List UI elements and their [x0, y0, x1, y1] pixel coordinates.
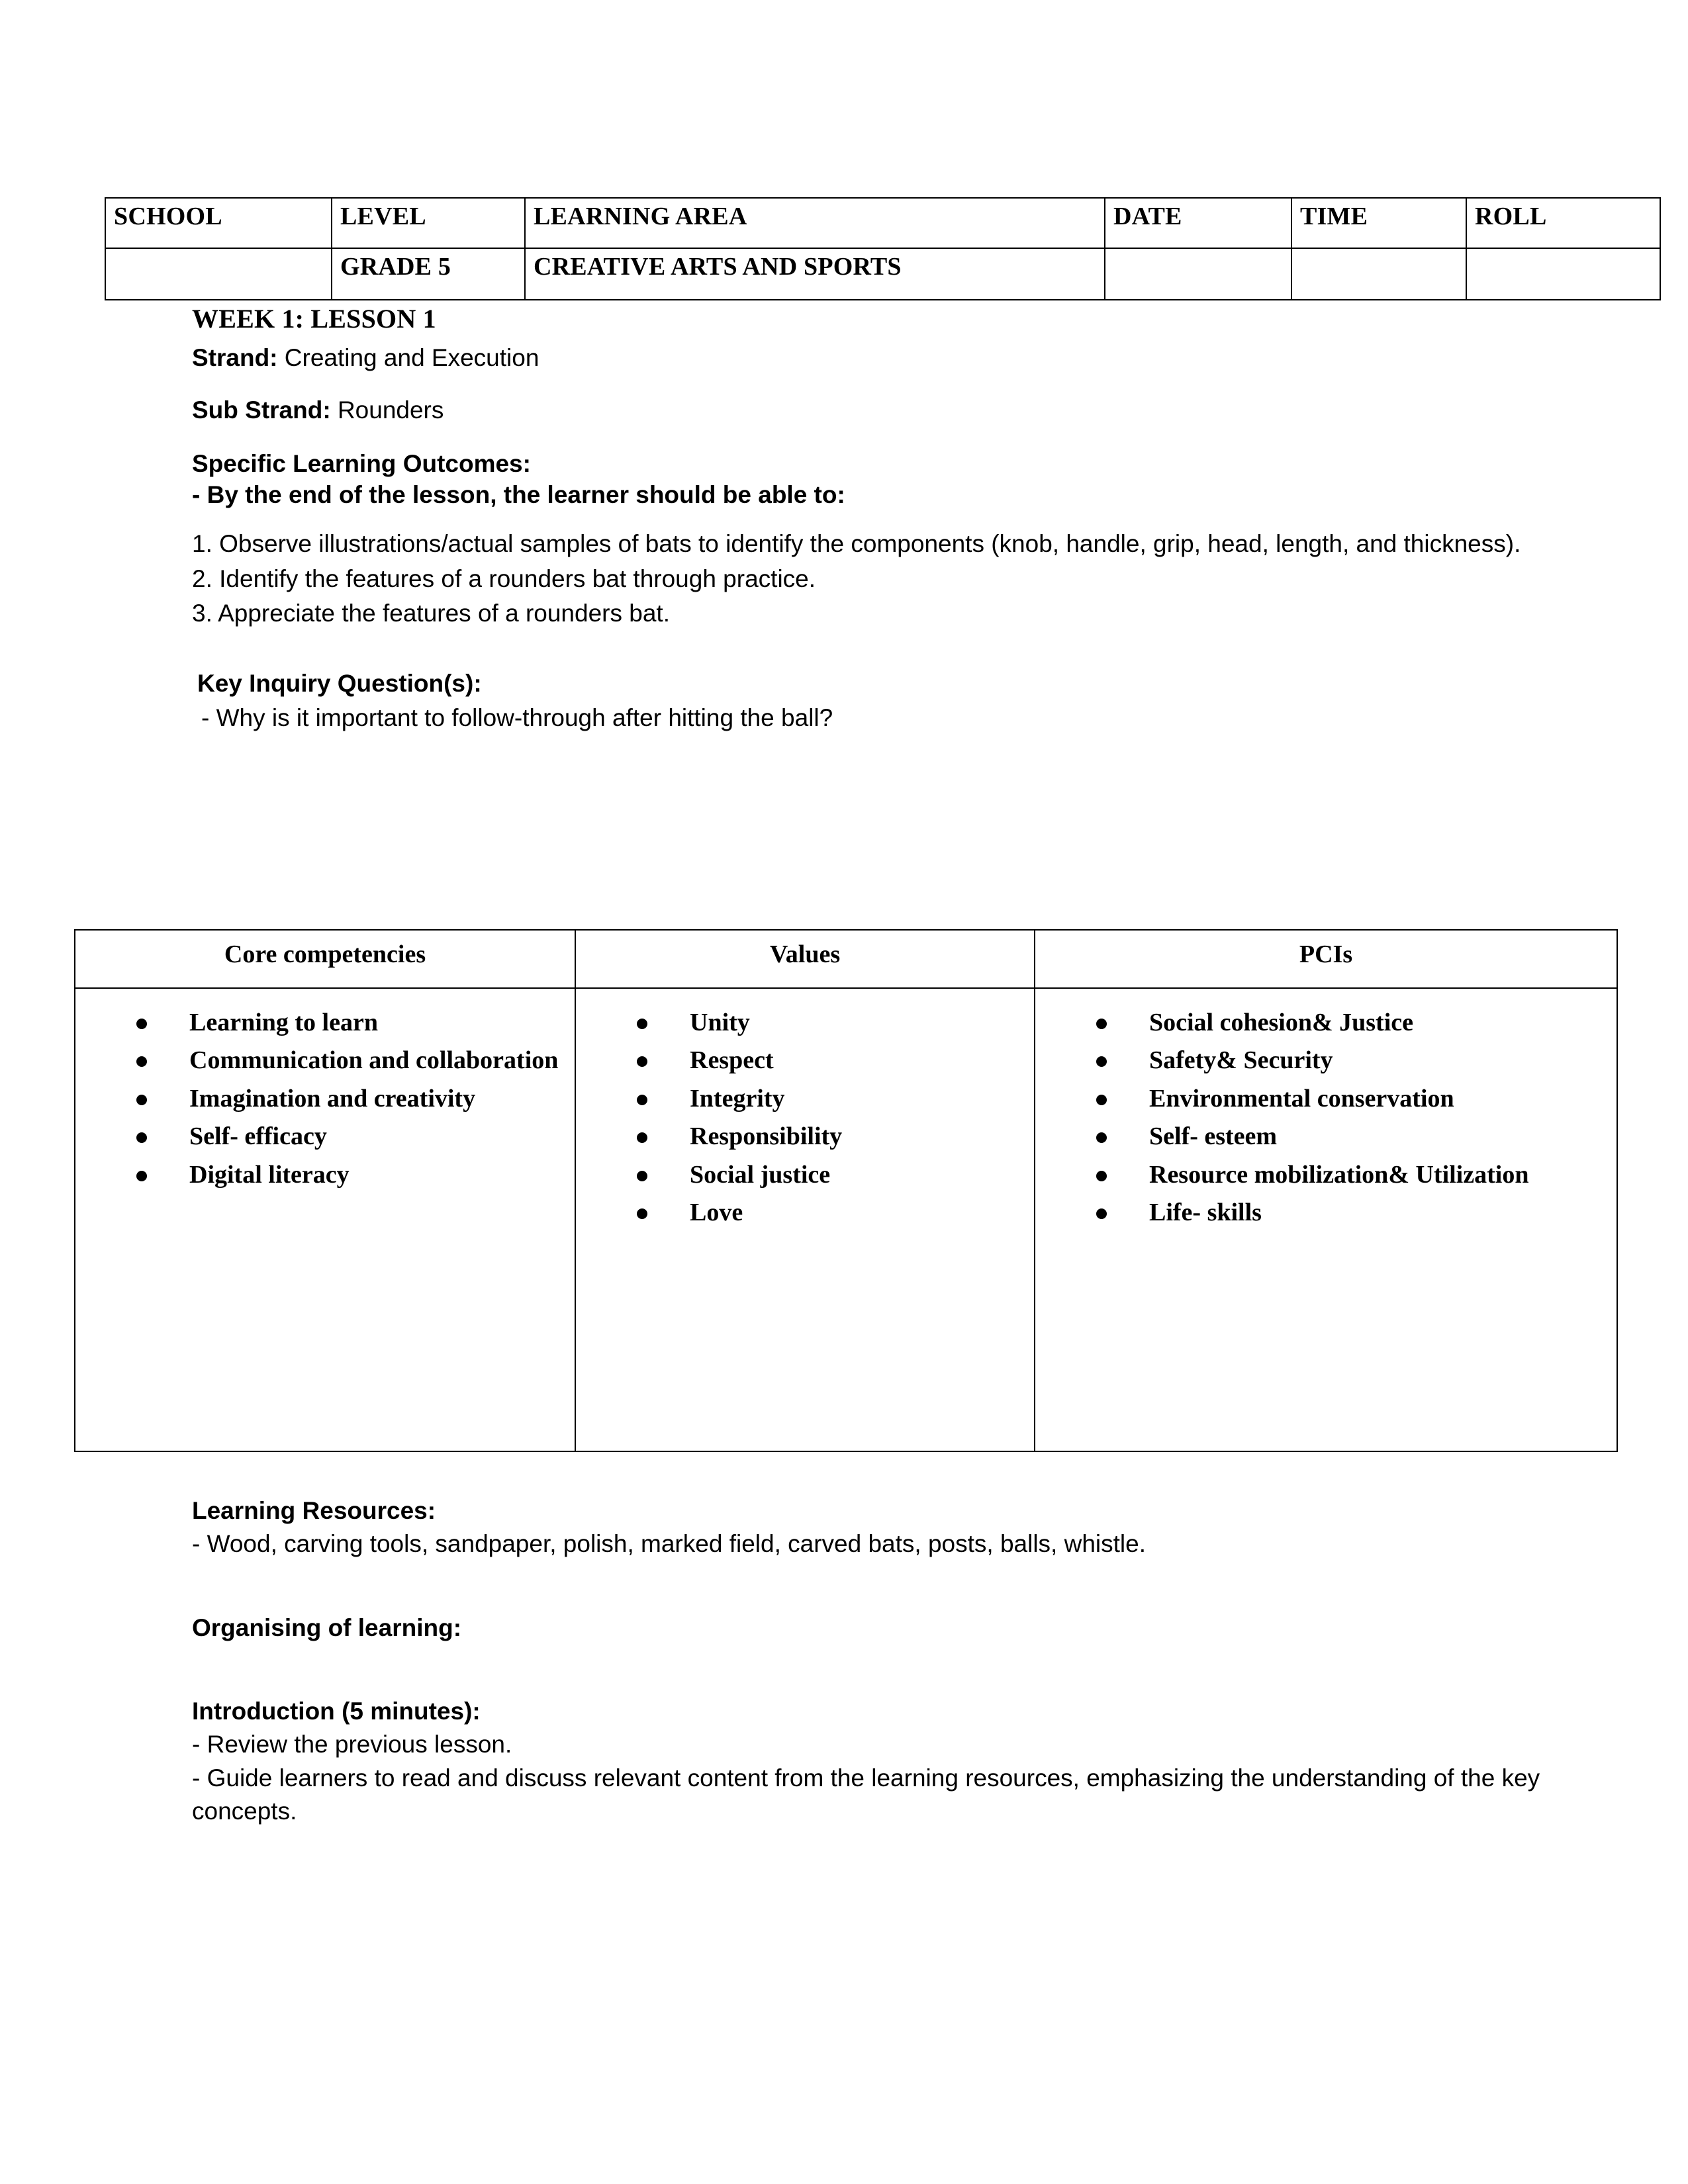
lesson-header-table [105, 197, 1661, 300]
value-cell-roll [1466, 248, 1660, 300]
list-item: Self- esteem [1035, 1118, 1617, 1155]
spacer [192, 1645, 1556, 1695]
list-item: Digital literacy [75, 1157, 575, 1193]
competencies-values-pcis-table [74, 929, 1618, 1452]
list-item: Respect [576, 1042, 1034, 1079]
header-cell-roll: ROLL [1466, 198, 1660, 248]
learning-resources-title: Learning Resources: [192, 1497, 436, 1524]
column-header-core-competencies: Core competencies [75, 930, 575, 988]
learning-outcomes-list [192, 527, 1556, 631]
list-item: 1. Observe illustrations/actual samples of bats to identify the components (knob, handle, grip, head, length, and thickness). [192, 530, 1521, 558]
list-item: 2. Identify the features of a rounders bat through practice. [192, 565, 816, 592]
list-item: Resource mobilization& Utilization [1035, 1157, 1617, 1193]
introduction-line-2: - Guide learners to read and discuss relevant content from the learning resources, emphasizing the understanding of the key concepts. [192, 1764, 1540, 1825]
value-cell-school [105, 248, 332, 300]
strand-label: Strand: [192, 343, 278, 371]
organising-of-learning-title: Organising of learning: [192, 1614, 462, 1641]
list-item: Self- efficacy [75, 1118, 575, 1155]
list-item: Imagination and creativity [75, 1081, 575, 1117]
column-header-values: Values [575, 930, 1035, 988]
values-list [576, 989, 1034, 1232]
list-item: Life- skills [1035, 1195, 1617, 1231]
value-cell-date [1105, 248, 1291, 300]
table-row [75, 930, 1617, 988]
cell-values [575, 988, 1035, 1451]
list-item: Safety& Security [1035, 1042, 1617, 1079]
table-row [75, 988, 1617, 1451]
sub-strand-line [192, 396, 1556, 425]
column-header-pcis: PCIs [1035, 930, 1617, 988]
sub-strand-value: Rounders [337, 396, 444, 424]
table-row [105, 198, 1660, 248]
specific-learning-outcomes-title: Specific Learning Outcomes: [192, 450, 531, 478]
lesson-info-block [192, 304, 1556, 734]
value-cell-time [1291, 248, 1466, 300]
key-inquiry-question-block [197, 668, 1556, 734]
lesson-delivery-block [192, 1494, 1556, 1828]
strand-line [192, 343, 1556, 373]
spacer [192, 1561, 1556, 1612]
introduction-line-1: - Review the previous lesson. [192, 1731, 512, 1758]
header-cell-learning-area: LEARNING AREA [525, 198, 1105, 248]
list-item: Learning to learn [75, 1005, 575, 1041]
header-cell-school: SCHOOL [105, 198, 332, 248]
value-cell-level: GRADE 5 [332, 248, 525, 300]
specific-learning-outcomes-subtitle: - By the end of the lesson, the learner should be able to: [192, 481, 845, 509]
introduction-title: Introduction (5 minutes): [192, 1697, 481, 1725]
sub-strand-label: Sub Strand: [192, 396, 331, 424]
header-cell-time: TIME [1291, 198, 1466, 248]
header-cell-date: DATE [1105, 198, 1291, 248]
list-item: Social cohesion& Justice [1035, 1005, 1617, 1041]
list-item: Integrity [576, 1081, 1034, 1117]
list-item: Environmental conservation [1035, 1081, 1617, 1117]
learning-resources-text: - Wood, carving tools, sandpaper, polish, marked field, carved bats, posts, balls, whistle. [192, 1530, 1146, 1558]
list-item: Communication and collaboration [75, 1042, 575, 1079]
pcis-list [1035, 989, 1617, 1232]
cell-core-competencies [75, 988, 575, 1451]
core-competencies-list [75, 989, 575, 1193]
cell-pcis [1035, 988, 1617, 1451]
key-inquiry-question-text: - Why is it important to follow-through after hitting the ball? [201, 704, 833, 732]
value-cell-learning-area: CREATIVE ARTS AND SPORTS [525, 248, 1105, 300]
list-item: Love [576, 1195, 1034, 1231]
list-item: 3. Appreciate the features of a rounders bat. [192, 600, 670, 627]
strand-value: Creating and Execution [284, 343, 539, 371]
header-cell-level: LEVEL [332, 198, 525, 248]
list-item: Unity [576, 1005, 1034, 1041]
list-item: Responsibility [576, 1118, 1034, 1155]
week-lesson-heading: WEEK 1: LESSON 1 [192, 304, 436, 334]
key-inquiry-question-title: Key Inquiry Question(s): [197, 669, 482, 697]
table-row [105, 248, 1660, 300]
list-item: Social justice [576, 1157, 1034, 1193]
